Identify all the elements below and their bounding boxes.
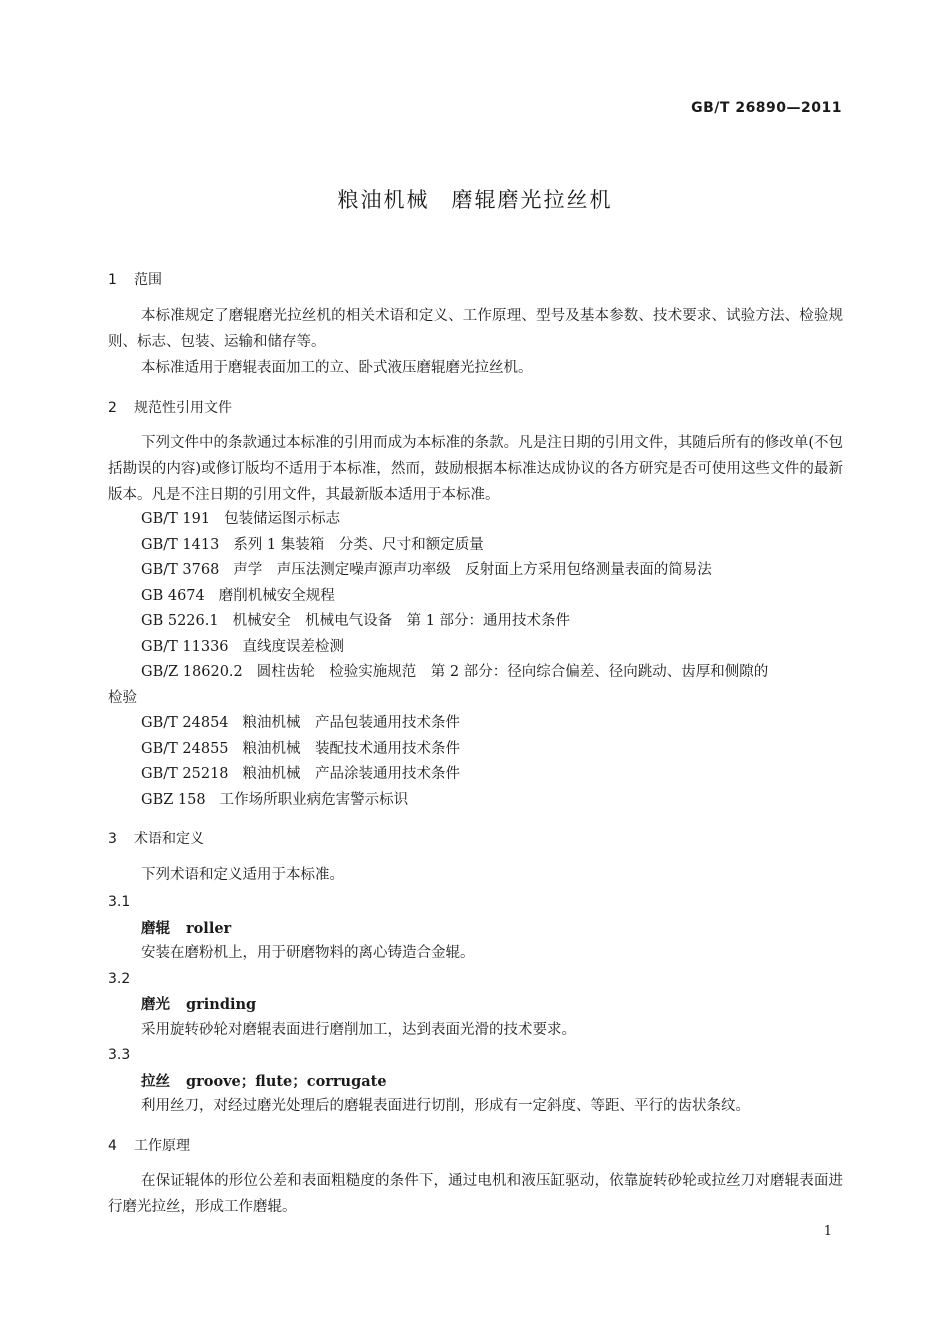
section-3-intro: 下列术语和定义适用于本标准。 — [141, 867, 344, 883]
reference-item: GB/T 24855 粮油机械 装配技术通用技术条件 — [141, 740, 461, 757]
page-number: 1 — [823, 1224, 832, 1239]
section-3-heading: 3 术语和定义 — [108, 831, 204, 847]
reference-item: GB/T 25218 粮油机械 产品涂装通用技术条件 — [141, 766, 461, 782]
reference-item: GB/T 24854 粮油机械 产品包装通用技术条件 — [141, 715, 461, 731]
reference-item: GB/T 3768 声学 声压法测定噪声源声功率级 反射面上方采用包络测量表面的简易法 — [141, 562, 712, 578]
term-name: 拉丝 groove；flute；corrugate — [141, 1072, 387, 1090]
section-2-heading: 2 规范性引用文件 — [108, 400, 232, 416]
section-4-paragraph-1: 在保证辊体的形位公差和表面粗糙度的条件下，通过电机和液压缸驱动，依靠旋转砂轮或拉丝刀对磨辊表面进行磨光拉丝，形成工作磨辊。 — [108, 1173, 843, 1215]
reference-item: GBZ 158 工作场所职业病危害警示标识 — [141, 791, 409, 808]
reference-item: GB 4674 磨削机械安全规程 — [141, 587, 335, 604]
term-definition: 利用丝刀，对经过磨光处理后的磨辊表面进行切削，形成有一定斜度、等距、平行的齿状条纹。 — [141, 1098, 750, 1114]
title-part2: 磨辊磨光拉丝机 — [451, 188, 613, 212]
section-2-body — [108, 430, 843, 508]
section-1-body — [108, 303, 843, 381]
title-part1: 粮油机械 — [337, 188, 430, 212]
term-number: 3.1 — [108, 894, 131, 910]
term-definition: 采用旋转砂轮对磨辊表面进行磨削加工，达到表面光滑的技术要求。 — [141, 1021, 576, 1038]
reference-item: GB 5226.1 机械安全 机械电气设备 第 1 部分：通用技术条件 — [141, 613, 571, 629]
section-1-paragraph-2: 本标准适用于磨辊表面加工的立、卧式液压磨辊磨光拉丝机。 — [141, 360, 533, 376]
term-name: 磨光 grinding — [141, 996, 257, 1013]
reference-item: GB/T 191 包装储运图示标志 — [141, 511, 341, 527]
document-title — [0, 184, 950, 214]
standard-number: GB/T 26890—2011 — [691, 100, 842, 116]
section-2-intro: 下列文件中的条款通过本标准的引用而成为本标准的条款。凡是注日期的引用文件，其随后所有的修改单(不包括勘误的内容)或修订版均不适用于本标准，然而，鼓励根据本标准达成协议的各方研究是否可使用这些文件的最新版本。凡是不注日期的引用文件，其最新版本适用于本标准。 — [108, 435, 843, 503]
section-4-body — [108, 1168, 843, 1220]
reference-item-continuation: 检验 — [108, 689, 137, 706]
term-definition: 安装在磨粉机上，用于研磨物料的离心铸造合金辊。 — [141, 945, 475, 961]
section-1-heading: 1 范围 — [108, 272, 162, 288]
section-4-heading: 4 工作原理 — [108, 1138, 190, 1154]
term-name: 磨辊 roller — [141, 919, 232, 937]
term-list — [108, 890, 843, 1120]
reference-list — [108, 507, 843, 813]
reference-item: GB/T 11336 直线度误差检测 — [141, 638, 345, 655]
reference-item: GB/T 1413 系列 1 集装箱 分类、尺寸和额定质量 — [141, 536, 484, 553]
term-number: 3.3 — [108, 1047, 131, 1063]
section-1-paragraph-1: 本标准规定了磨辊磨光拉丝机的相关术语和定义、工作原理、型号及基本参数、技术要求、试验方法、检验规则、标志、包装、运输和储存等。 — [108, 308, 843, 350]
reference-item: GB/Z 18620.2 圆柱齿轮 检验实施规范 第 2 部分：径向综合偏差、径向跳动、齿厚和侧隙的 — [141, 664, 769, 680]
term-number: 3.2 — [108, 970, 131, 987]
